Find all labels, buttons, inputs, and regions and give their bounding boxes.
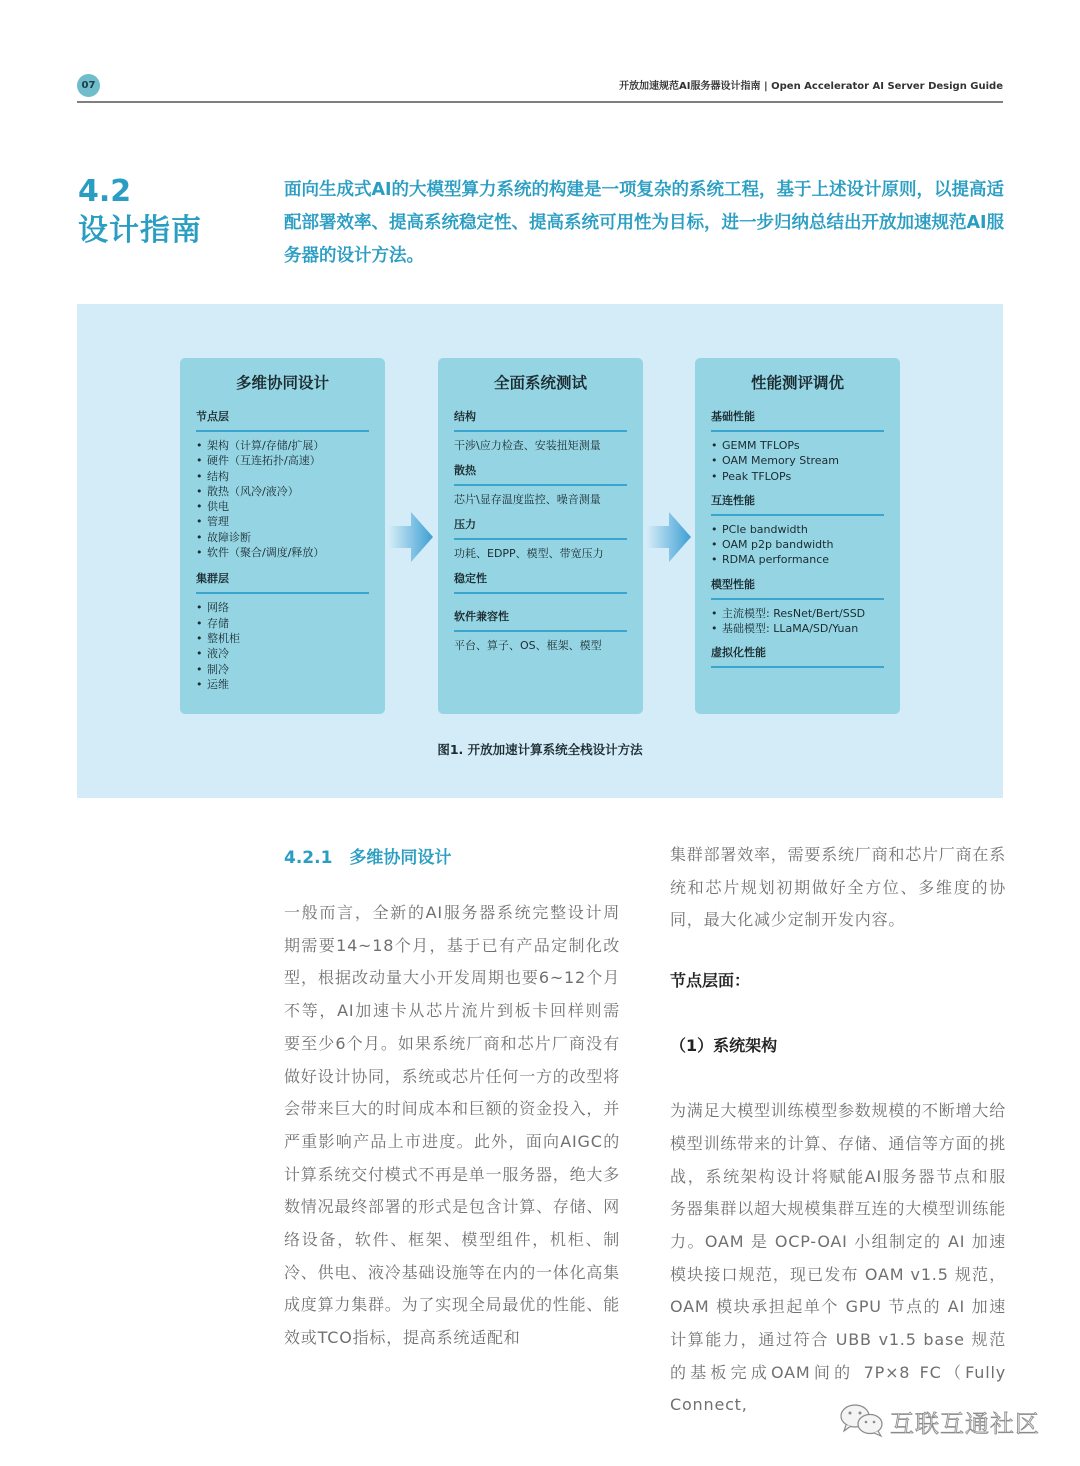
card-system-testing: [438, 358, 643, 714]
group-divider: [711, 666, 884, 668]
list-item: • 液冷: [196, 646, 369, 661]
card-title: 全面系统测试: [493, 374, 587, 392]
group-title: 基础性能: [711, 410, 755, 423]
list-item: • 制冷: [196, 662, 369, 677]
list-item: • GEMM TFLOPs: [711, 438, 884, 453]
group-title: 散热: [454, 464, 476, 477]
list-item: • Peak TFLOPs: [711, 469, 884, 484]
list-item: • 整机柜: [196, 631, 369, 646]
group-divider: [454, 430, 627, 432]
page-number-badge: 07: [77, 74, 100, 97]
card-title: 多维协同设计: [235, 374, 329, 392]
list-item: • PCIe bandwidth: [711, 522, 884, 537]
page-header: [77, 72, 1003, 104]
list-item: • 主流模型: ResNet/Bert/SSD: [711, 606, 884, 621]
list-item: • RDMA performance: [711, 552, 884, 567]
section-title: 设计指南: [78, 213, 202, 248]
group-title: 稳定性: [454, 572, 487, 585]
left-column: [284, 846, 620, 1355]
list-item: • OAM p2p bandwidth: [711, 537, 884, 552]
group-divider: [711, 598, 884, 600]
group-title: 压力: [454, 518, 476, 531]
list-item: • 存储: [196, 616, 369, 631]
group-title: 软件兼容性: [454, 610, 509, 623]
wechat-icon: [838, 1402, 888, 1438]
section-number: 4.2: [78, 174, 132, 209]
bullet-list: [711, 438, 884, 484]
group-title: 集群层: [196, 572, 229, 586]
list-item: • 故障诊断: [196, 530, 369, 545]
subsection-title: 4.2.1 多维协同设计: [284, 848, 452, 868]
section-intro: 面向生成式AI的大模型算力系统的构建是一项复杂的系统工程，基于上述设计原则，以提高适配部署效率、提高系统稳定性、提高系统可用性为目标，进一步归纳总结出开放加速规范AI服务器的设计方法。: [284, 180, 1005, 266]
group-title: 虚拟化性能: [711, 646, 766, 660]
item-heading: （1）系统架构: [670, 1036, 778, 1056]
header-divider: [77, 101, 1003, 103]
right-column: [670, 839, 1006, 1422]
watermark-text: 互联互通社区: [890, 1410, 1040, 1438]
bullet-list: [196, 600, 369, 692]
group-text: 芯片\显存温度监控、噪音测量: [454, 493, 601, 506]
group-divider: [454, 538, 627, 540]
group-divider: [711, 514, 884, 516]
list-item: • 结构: [196, 469, 369, 484]
bullet-list: [711, 522, 884, 568]
bullet-list: [196, 438, 369, 560]
card-performance-tuning: [695, 358, 900, 714]
list-item: • 散热（风冷/液冷）: [196, 484, 369, 499]
list-item: • 管理: [196, 514, 369, 529]
list-item: • OAM Memory Stream: [711, 453, 884, 468]
group-divider: [196, 592, 369, 594]
body-paragraph: 集群部署效率，需要系统厂商和芯片厂商在系统和芯片规划初期做好全方位、多维度的协同，最大化减少定制开发内容。: [670, 845, 1007, 930]
node-level-heading: 节点层面：: [670, 971, 751, 991]
list-item: • 供电: [196, 499, 369, 514]
group-text: 干涉\应力检查、安装扭矩测量: [454, 439, 601, 452]
list-item: • 架构（计算/存储/扩展）: [196, 438, 369, 453]
group-title: 节点层: [196, 410, 229, 423]
group-divider: [711, 430, 884, 432]
running-title: 开放加速规范AI服务器设计指南 | Open Accelerator AI Server Design Guide: [619, 81, 1003, 92]
group-title: 模型性能: [711, 577, 755, 591]
card-multi-dim-design: [180, 358, 385, 714]
figure-caption: 图1. 开放加速计算系统全栈设计方法: [437, 742, 643, 757]
card-title: 性能测评调优: [750, 374, 844, 392]
list-item: • 软件（聚合/调度/释放）: [196, 545, 369, 560]
list-item: • 基础模型: LLaMA/SD/Yuan: [711, 621, 884, 636]
group-divider: [196, 430, 369, 432]
group-title: 结构: [454, 410, 476, 423]
list-item: • 运维: [196, 677, 369, 692]
group-divider: [454, 630, 627, 632]
watermark: [838, 1402, 1048, 1438]
figure-design-method: [77, 304, 1003, 798]
arrow-right-icon: [389, 512, 433, 562]
body-paragraph: 为满足大模型训练模型参数规模的不断增大给模型训练带来的计算、存储、通信等方面的挑战，系统架构设计将赋能AI服务器节点和服务器集群以超大规模集群互连的大模型训练能力。OAM 是 OCP-OAI 小组制定的 AI 加速模块接口规范，现已发布 OAM v1.5 规范，OAM 模块承担起单个 GPU 节点的 AI 加速计算能力，通过符合 UBB v1.5 base 规范的基板完成OAM间的 7P×8 FC（Fully Connect,: [670, 1101, 1007, 1415]
group-text: 平台、算子、OS、框架、模型: [454, 639, 602, 652]
group-text: 功耗、EDPP、模型、带宽压力: [454, 547, 604, 560]
body-paragraph: 一般而言，全新的AI服务器系统完整设计周期需要14~18个月，基于已有产品定制化改型，根据改动量大小开发周期也要6~12个月不等，AI加速卡从芯片流片到板卡回样则需要至少6个月。如果系统厂商和芯片厂商没有做好设计协同，系统或芯片任何一方的改型将会带来巨大的时间成本和巨额的资金投入，并严重影响产品上市进度。此外，面向AIGC的计算系统交付模式不再是单一服务器，绝大多数情况最终部署的形式是包含计算、存储、网络设备，软件、框架、模型组件，机柜、制冷、供电、液冷基础设施等在内的一体化高集成度算力集群。为了实现全局最优的性能、能效或TCO指标，提高系统适配和: [284, 903, 621, 1348]
bullet-list: [711, 606, 884, 637]
group-divider: [454, 592, 627, 594]
group-divider: [454, 484, 627, 486]
group-title: 互连性能: [711, 493, 755, 507]
arrow-right-icon: [647, 512, 691, 562]
list-item: • 网络: [196, 600, 369, 615]
list-item: • 硬件（互连拓扑/高速）: [196, 453, 369, 468]
